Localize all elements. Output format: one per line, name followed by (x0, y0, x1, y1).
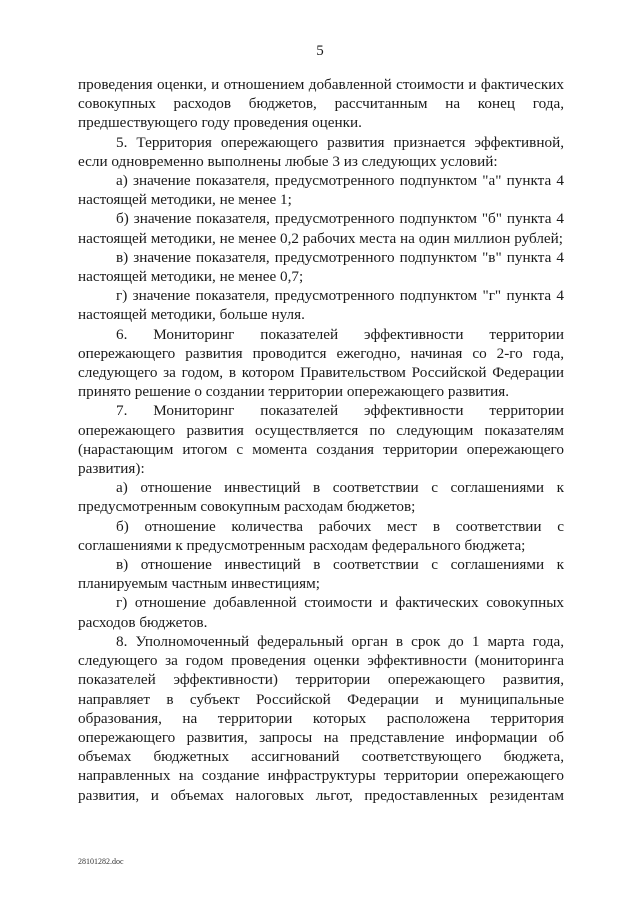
page-number: 5 (316, 43, 324, 59)
document-body (78, 75, 564, 805)
file-name-footer: 28101282.doc (78, 857, 124, 866)
paragraph-5b: б) значение показателя, предусмотренного подпунктом "б" пункта 4 настоящей методики, не менее 0,2 рабочих места на один миллион рублей; (78, 210, 564, 247)
paragraph-7g: г) отношение добавленной стоимости и фактических совокупных расходов бюджетов. (78, 594, 564, 631)
paragraph-5g: г) значение показателя, предусмотренного подпунктом "г" пункта 4 настоящей методики, больше нуля. (78, 287, 564, 324)
paragraph-continuation: проведения оценки, и отношением добавленной стоимости и фактических совокупных расходов бюджетов, рассчитанным на конец года, предшествующего году проведения оценки. (78, 76, 564, 132)
paragraph-6: 6. Мониторинг показателей эффективности территории опережающего развития проводится ежегодно, начиная со 2-го года, следующего за годом, в котором Правительством Российской Федерации принято решение о создании территории опережающего развития. (78, 325, 564, 401)
paragraph-7: 7. Мониторинг показателей эффективности территории опережающего развития осуществляется по следующим показателям (нарастающим итогом с момента создания территории опережающего развития): (78, 402, 564, 478)
paragraph-7b: б) отношение количества рабочих мест в соответствии с соглашениями к предусмотренным расходам федерального бюджета; (78, 517, 564, 554)
paragraph-5a: а) значение показателя, предусмотренного подпунктом "а" пункта 4 настоящей методики, не менее 1; (78, 172, 564, 209)
paragraph-5v: в) значение показателя, предусмотренного подпунктом "в" пункта 4 настоящей методики, не менее 0,7; (78, 248, 564, 286)
paragraph-8: 8. Уполномоченный федеральный орган в срок до 1 марта года, следующего за годом проведения оценки эффективности (мониторинга показателей эффективности) территории опережающего развития, направляет в субъект Российской Федерации и муниципальные образования, на территории которых расположена территория опережающего развития, запросы на представление информации об объемах бюджетных ассигнований соответствующего бюджета, направленных на создание инфраструктуры территории опережающего развития, и объемах налоговых льгот, предоставленных резидентам (78, 632, 564, 804)
paragraph-7a: а) отношение инвестиций в соответствии с соглашениями к предусмотренным совокупным расходам бюджетов; (78, 479, 564, 516)
paragraph-5: 5. Территория опережающего развития признается эффективной, если одновременно выполнены любые 3 из следующих условий: (78, 133, 564, 170)
paragraph-7v: в) отношение инвестиций в соответствии с соглашениями к планируемым частным инвестициям; (78, 556, 564, 593)
